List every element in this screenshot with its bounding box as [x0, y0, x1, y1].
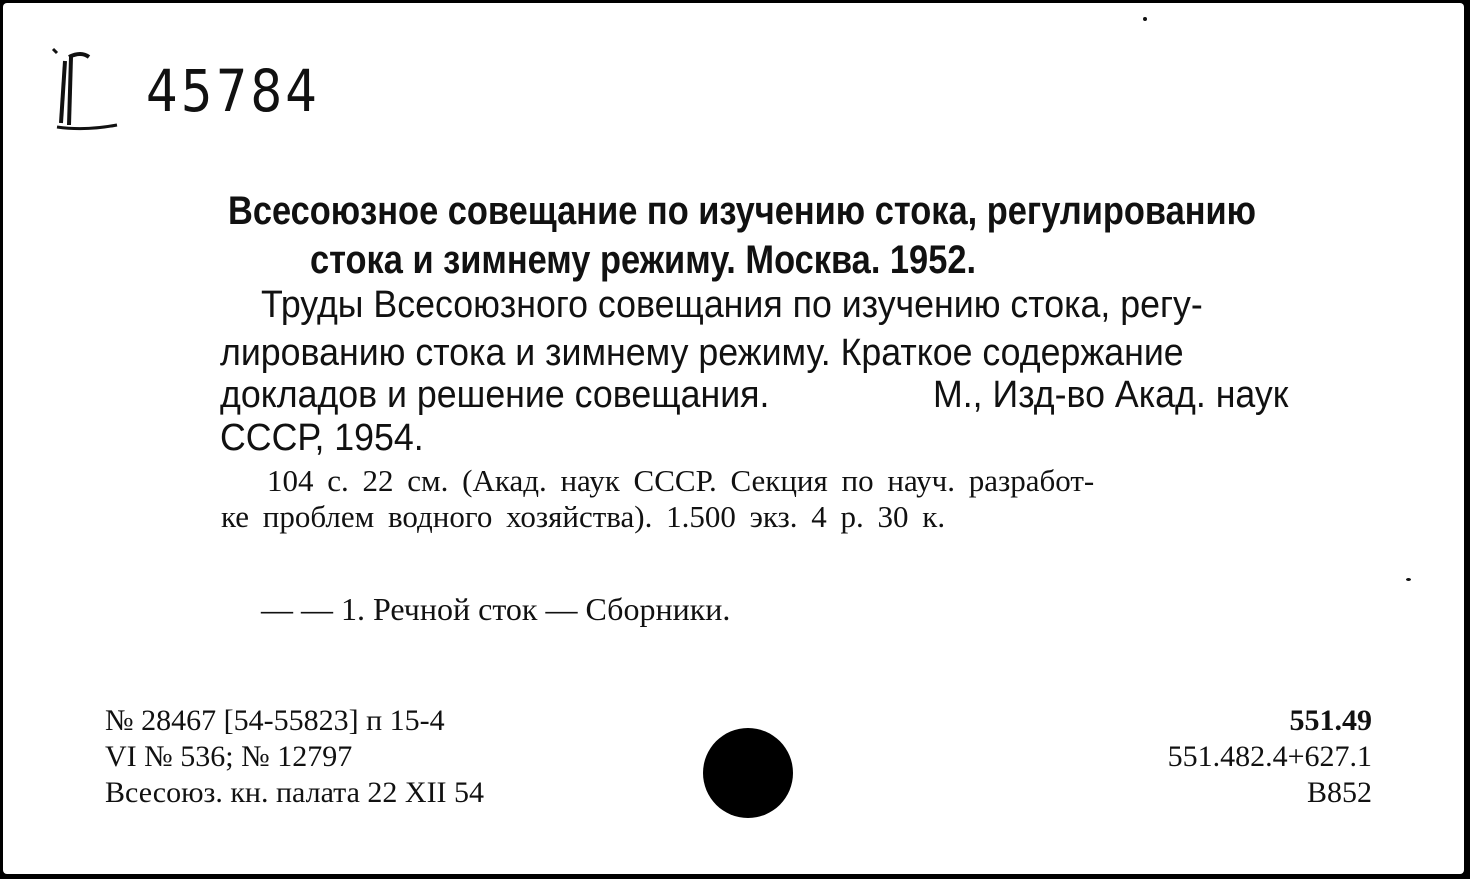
collation-line: ке проблем водного хозяйства). 1.500 экз. 4 р. 30 к. [221, 499, 946, 534]
ink-speck [1143, 17, 1147, 21]
collation-line: 104 с. 22 см. (Акад. наук СССР. Секция по науч. разработ- [267, 463, 1095, 498]
footer-left-line: VI № 536; № 12797 [105, 740, 353, 773]
heading-line: стока и зимнему режиму. Москва. 1952. [310, 238, 977, 282]
subject-tracing: — — 1. Речной сток — Сборники. [261, 591, 731, 627]
footer-right [1168, 703, 1372, 811]
footer-left-line: № 28467 [54-55823] п 15-4 [105, 704, 445, 737]
title-line: СССР, 1954. [220, 417, 424, 459]
footer-left-line: Всесоюз. кн. палата 22 XII 54 [105, 776, 485, 809]
catalog-card [3, 3, 1464, 874]
heading-line: Всесоюзное совещание по изучению стока, регулированию [228, 189, 1257, 233]
classification-code: 551.49 [1289, 704, 1372, 737]
accession-number: 45784 [146, 58, 321, 125]
classification-code: В852 [1306, 776, 1372, 809]
ink-speck [1406, 578, 1411, 581]
footer-left [105, 703, 484, 811]
punch-hole [703, 728, 793, 818]
title-line: докладов и решение совещания. [220, 374, 770, 416]
title-line: Труды Всесоюзного совещания по изучению стока, регу- [261, 284, 1203, 326]
title-line: лированию стока и зимнему режиму. Краткое содержание [220, 332, 1184, 374]
imprint: М., Изд-во Акад. наук [933, 374, 1289, 416]
classification-code: 551.482.4+627.1 [1167, 740, 1372, 773]
